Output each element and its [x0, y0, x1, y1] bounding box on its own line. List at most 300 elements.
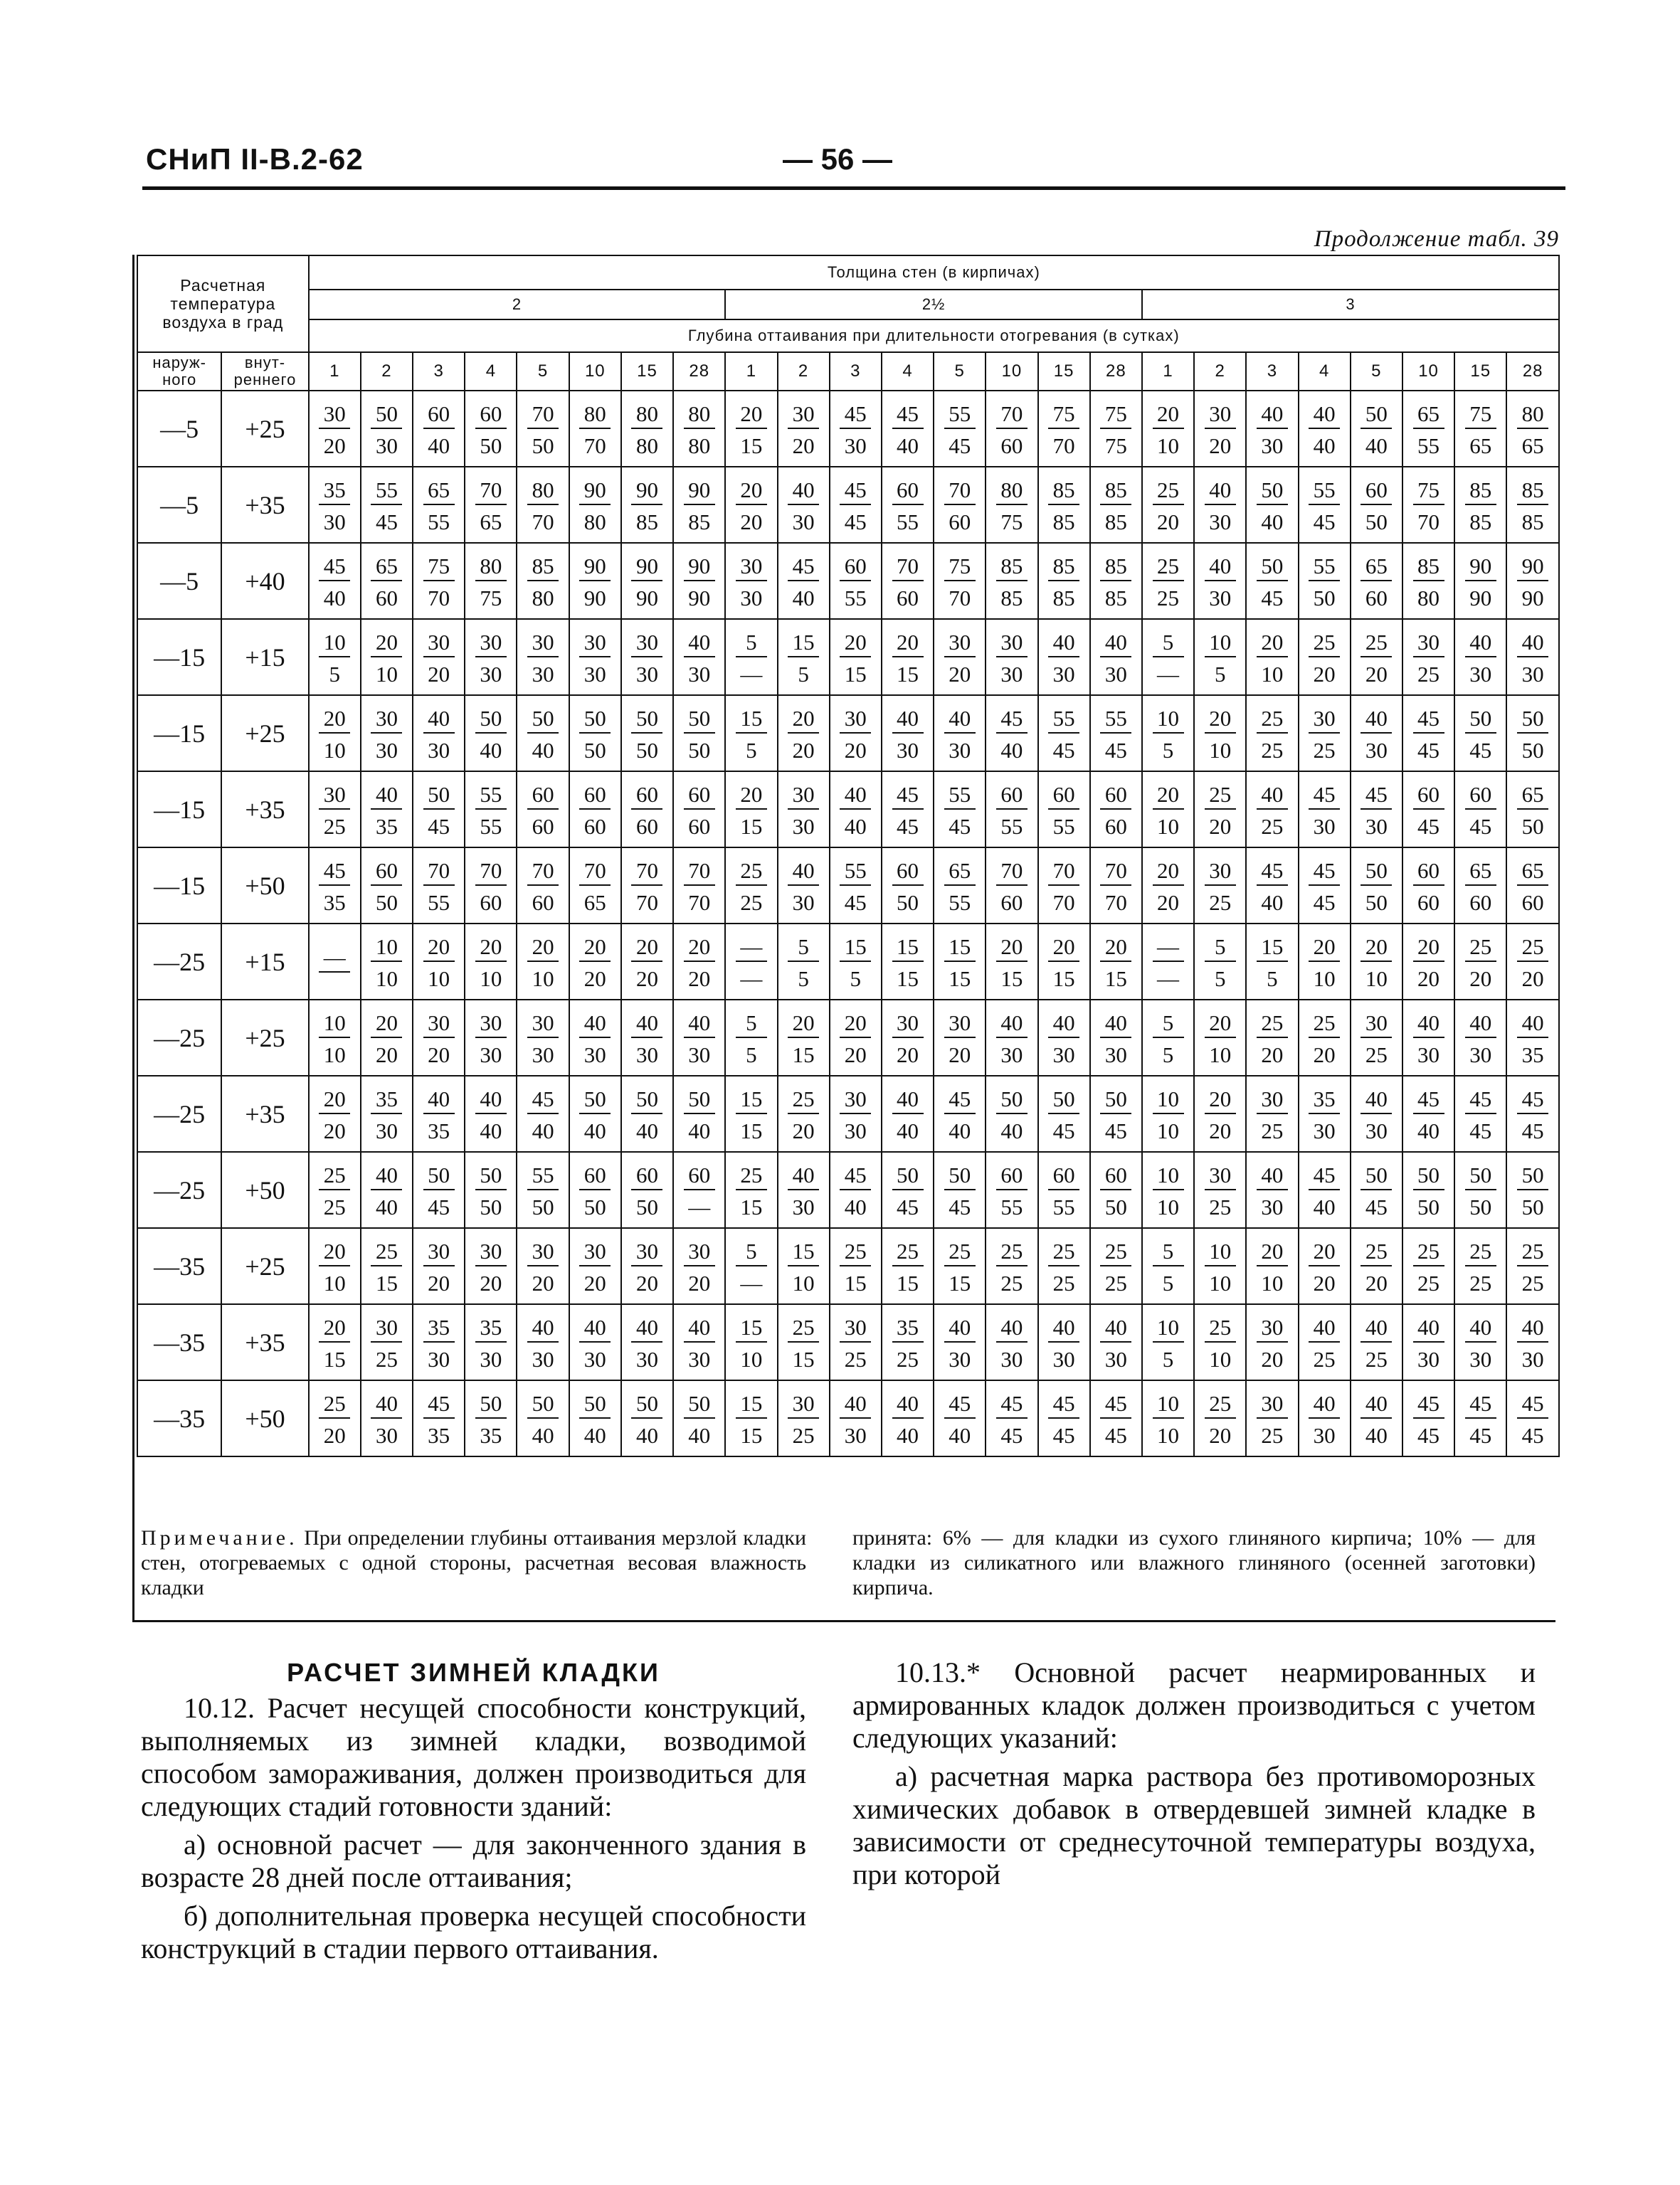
depth-numerator: 30: [631, 630, 662, 657]
depth-numerator: 40: [1205, 554, 1236, 581]
depth-numerator: 60: [1465, 782, 1496, 810]
depth-numerator: 40: [788, 858, 819, 886]
depth-denominator: 15: [897, 965, 919, 991]
inner-temperature-cell: +35: [221, 467, 308, 543]
depth-numerator: 65: [1517, 858, 1548, 886]
depth-numerator: 30: [371, 706, 402, 734]
depth-denominator: 30: [1261, 1194, 1284, 1220]
depth-denominator: 30: [323, 509, 346, 534]
depth-cell: [830, 543, 882, 619]
depth-denominator: 25: [323, 813, 346, 839]
depth-denominator: 20: [844, 737, 867, 763]
table-row: [137, 391, 1559, 467]
depth-cell: [1402, 467, 1454, 543]
depth-numerator: 40: [996, 1010, 1027, 1038]
depth-denominator: 50: [1313, 585, 1336, 610]
depth-cell: [621, 467, 673, 543]
depth-numerator: 5: [736, 1239, 767, 1266]
depth-numerator: 25: [788, 1315, 819, 1343]
depth-denominator: 50: [480, 1194, 502, 1220]
depth-denominator: 70: [1052, 433, 1075, 458]
depth-denominator: —: [688, 1194, 711, 1220]
inner-temperature-cell: +35: [221, 1304, 308, 1380]
depth-denominator: 40: [480, 1118, 502, 1143]
depth-cell: [934, 1304, 986, 1380]
depth-numerator: 60: [892, 858, 924, 886]
depth-denominator: 10: [1209, 1270, 1232, 1296]
depth-numerator: 50: [423, 782, 455, 810]
depth-denominator: 45: [1052, 1118, 1075, 1143]
depth-denominator: 45: [844, 509, 867, 534]
depth-denominator: 20: [323, 433, 346, 458]
outer-temperature-cell: —25: [137, 1000, 221, 1076]
depth-cell: [986, 924, 1037, 1000]
depth-cell: [1454, 771, 1506, 847]
depth-cell: [569, 543, 621, 619]
depth-denominator: 50: [1417, 1194, 1440, 1220]
day-header-cell: 10: [1402, 352, 1454, 391]
depth-numerator: 55: [1100, 706, 1131, 734]
depth-numerator: 40: [371, 782, 402, 810]
depth-denominator: 50: [480, 433, 502, 458]
depth-denominator: 45: [1313, 509, 1336, 534]
depth-denominator: —: [740, 661, 763, 687]
depth-cell: [1351, 1304, 1402, 1380]
depth-numerator: 60: [684, 1163, 715, 1190]
depth-numerator: 50: [1257, 554, 1288, 581]
depth-numerator: 70: [944, 477, 976, 505]
depth-cell: [517, 847, 569, 924]
depth-cell: [413, 543, 465, 619]
table-row: [137, 1152, 1559, 1228]
depth-denominator: 20: [1209, 813, 1232, 839]
depth-denominator: 40: [323, 585, 346, 610]
depth-numerator: 60: [423, 401, 455, 429]
depth-numerator: 45: [1257, 858, 1288, 886]
depth-cell: [1038, 391, 1090, 467]
outer-temperature-cell: —5: [137, 467, 221, 543]
depth-numerator: 60: [371, 858, 402, 886]
depth-denominator: 15: [897, 1270, 919, 1296]
depth-cell: [1090, 543, 1142, 619]
depth-denominator: 20: [635, 965, 658, 991]
depth-denominator: 50: [1469, 1194, 1492, 1220]
depth-cell: [1142, 1000, 1194, 1076]
depth-cell: [309, 1000, 361, 1076]
depth-cell: [309, 619, 361, 695]
depth-denominator: 5: [1162, 1346, 1174, 1372]
outer-temperature-cell: —5: [137, 543, 221, 619]
depth-cell: [986, 391, 1037, 467]
depth-numerator: —: [1153, 934, 1184, 962]
depth-numerator: 70: [892, 554, 924, 581]
depth-denominator: 30: [1000, 661, 1023, 687]
depth-numerator: 40: [1100, 1010, 1131, 1038]
depth-denominator: 20: [1521, 965, 1544, 991]
depth-denominator: 80: [688, 433, 711, 458]
depth-numerator: 20: [840, 1010, 871, 1038]
depth-denominator: 40: [844, 1194, 867, 1220]
depth-cell: [1402, 543, 1454, 619]
depth-denominator: 20: [792, 1118, 815, 1143]
depth-denominator: 15: [740, 813, 763, 839]
outer-temp-header: наруж-ного: [137, 352, 221, 391]
depth-cell: [934, 467, 986, 543]
inner-temperature-cell: +25: [221, 391, 308, 467]
depth-cell: [1142, 924, 1194, 1000]
day-header-cell: 3: [413, 352, 465, 391]
depth-numerator: 55: [1309, 554, 1340, 581]
depth-denominator: 25: [1365, 1042, 1388, 1067]
inner-temperature-cell: +35: [221, 1076, 308, 1152]
depth-numerator: 20: [319, 1315, 350, 1343]
depth-numerator: 30: [1205, 1163, 1236, 1190]
group-header-3: 3: [1142, 290, 1559, 319]
depth-numerator: 55: [371, 477, 402, 505]
depth-cell: [778, 1152, 830, 1228]
depth-cell: [725, 1152, 777, 1228]
depth-numerator: 40: [1257, 782, 1288, 810]
depth-cell: [882, 543, 934, 619]
depth-denominator: 40: [688, 1422, 711, 1448]
depth-numerator: 5: [736, 630, 767, 657]
depth-denominator: 85: [1104, 509, 1127, 534]
depth-denominator: 30: [428, 1346, 450, 1372]
depth-cell: [986, 847, 1037, 924]
depth-cell: [830, 695, 882, 771]
text-column-left: [141, 1656, 806, 1971]
depth-denominator: 30: [1209, 509, 1232, 534]
depth-denominator: 20: [688, 965, 711, 991]
depth-denominator: 15: [323, 1346, 346, 1372]
depth-cell: [569, 1000, 621, 1076]
depth-denominator: 20: [792, 433, 815, 458]
depth-denominator: 50: [1521, 813, 1544, 839]
depth-cell: [1506, 771, 1559, 847]
depth-cell: [673, 1000, 725, 1076]
depth-cell: [725, 1000, 777, 1076]
depth-cell: [1194, 1076, 1246, 1152]
table-row: [137, 1304, 1559, 1380]
depth-cell: [778, 1304, 830, 1380]
depth-denominator: 60: [1417, 889, 1440, 915]
depth-cell: [673, 1228, 725, 1304]
depth-denominator: 70: [532, 509, 554, 534]
depth-cell: [309, 1152, 361, 1228]
depth-numerator: 25: [1205, 782, 1236, 810]
depth-numerator: 40: [1100, 1315, 1131, 1343]
depth-cell: [882, 695, 934, 771]
depth-cell: [517, 1076, 569, 1152]
depth-cell: [1246, 619, 1298, 695]
depth-cell: [465, 391, 517, 467]
depth-numerator: 35: [423, 1315, 455, 1343]
depth-cell: [778, 619, 830, 695]
depth-numerator: 25: [319, 1163, 350, 1190]
depth-numerator: 30: [1257, 1391, 1288, 1419]
depth-denominator: 30: [375, 433, 398, 458]
depth-denominator: 20: [323, 1422, 346, 1448]
depth-denominator: 10: [792, 1270, 815, 1296]
depth-denominator: 70: [1104, 889, 1127, 915]
depth-numerator: 40: [944, 1315, 976, 1343]
depth-numerator: 20: [684, 934, 715, 962]
depth-denominator: 20: [897, 1042, 919, 1067]
depth-denominator: 50: [1521, 1194, 1544, 1220]
depth-cell: [778, 1076, 830, 1152]
depth-denominator: 25: [1261, 1118, 1284, 1143]
depth-numerator: 35: [892, 1315, 924, 1343]
depth-cell: [569, 1228, 621, 1304]
depth-denominator: 40: [1365, 433, 1388, 458]
depth-denominator: 40: [375, 1194, 398, 1220]
depth-cell: [1351, 543, 1402, 619]
depth-cell: [1299, 391, 1351, 467]
depth-cell: [1038, 771, 1090, 847]
depth-denominator: 10: [1157, 1422, 1180, 1448]
depth-cell: [517, 1228, 569, 1304]
depth-numerator: 60: [579, 1163, 611, 1190]
depth-numerator: 85: [1465, 477, 1496, 505]
depth-denominator: 50: [1365, 509, 1388, 534]
depth-numerator: 60: [579, 782, 611, 810]
depth-denominator: 20: [428, 1042, 450, 1067]
depth-denominator: 60: [1000, 889, 1023, 915]
depth-cell: [1246, 847, 1298, 924]
depth-denominator: 20: [428, 1270, 450, 1296]
depth-cell: [1506, 467, 1559, 543]
depth-denominator: 90: [688, 585, 711, 610]
depth-denominator: 40: [428, 433, 450, 458]
depth-cell: [934, 1076, 986, 1152]
depth-cell: [361, 1152, 413, 1228]
thaw-depth-table: [137, 255, 1560, 1457]
depth-denominator: 5: [329, 661, 341, 687]
depth-denominator: 10: [1365, 965, 1388, 991]
depth-numerator: 50: [1361, 858, 1392, 886]
depth-numerator: 75: [1100, 401, 1131, 429]
depth-numerator: 25: [1413, 1239, 1444, 1266]
depth-numerator: 30: [423, 1239, 455, 1266]
depth-denominator: 25: [1209, 889, 1232, 915]
depth-numerator: 40: [1361, 1086, 1392, 1114]
depth-numerator: 70: [423, 858, 455, 886]
depth-denominator: 75: [1104, 433, 1127, 458]
depth-denominator: 30: [1000, 1042, 1023, 1067]
depth-denominator: 20: [323, 1118, 346, 1143]
depth-cell: [1090, 619, 1142, 695]
depth-numerator: 45: [319, 858, 350, 886]
depth-numerator: 5: [736, 1010, 767, 1038]
depth-numerator: 45: [423, 1391, 455, 1419]
depth-denominator: 40: [635, 1422, 658, 1448]
depth-numerator: 30: [944, 1010, 976, 1038]
depth-denominator: 45: [1469, 813, 1492, 839]
depth-denominator: 45: [1469, 737, 1492, 763]
inner-temperature-cell: +15: [221, 924, 308, 1000]
depth-denominator: 45: [949, 433, 971, 458]
depth-denominator: 30: [688, 661, 711, 687]
inner-temperature-cell: +25: [221, 1000, 308, 1076]
depth-cell: [1246, 771, 1298, 847]
table-row: [137, 1380, 1559, 1456]
depth-denominator: 70: [635, 889, 658, 915]
depth-cell: [1454, 1304, 1506, 1380]
depth-denominator: 25: [1313, 737, 1336, 763]
depth-denominator: 40: [1313, 1194, 1336, 1220]
day-header-cell: 15: [1038, 352, 1090, 391]
depth-denominator: 50: [375, 889, 398, 915]
depth-numerator: 90: [1465, 554, 1496, 581]
depth-cell: [725, 695, 777, 771]
depth-numerator: 10: [1205, 630, 1236, 657]
depth-numerator: 85: [996, 554, 1027, 581]
depth-cell: [309, 467, 361, 543]
depth-numerator: 75: [1413, 477, 1444, 505]
depth-numerator: 20: [1205, 1086, 1236, 1114]
depth-denominator: 10: [323, 737, 346, 763]
inner-temp-header: внут-реннего: [221, 352, 308, 391]
depth-cell: [830, 1304, 882, 1380]
depth-cell: [1246, 924, 1298, 1000]
depth-cell: [1038, 619, 1090, 695]
depth-numerator: 70: [996, 401, 1027, 429]
depth-cell: [1402, 1152, 1454, 1228]
depth-denominator: 20: [1417, 965, 1440, 991]
depth-numerator: 50: [475, 706, 507, 734]
depth-cell: [309, 1076, 361, 1152]
depth-denominator: 85: [1104, 585, 1127, 610]
day-header-cell: 15: [1454, 352, 1506, 391]
depth-numerator: 25: [1100, 1239, 1131, 1266]
depth-denominator: 35: [428, 1422, 450, 1448]
depth-numerator: 65: [944, 858, 976, 886]
inner-temperature-cell: +50: [221, 1152, 308, 1228]
item-b-additional-check: б) дополнительная проверка несущей способности конструкций в стадии первого оттаивания.: [141, 1900, 806, 1964]
depth-cell: [1090, 1380, 1142, 1456]
depth-cell: [1246, 1152, 1298, 1228]
depth-denominator: 55: [897, 509, 919, 534]
depth-cell: [934, 1000, 986, 1076]
depth-numerator: 35: [475, 1315, 507, 1343]
depth-numerator: 30: [527, 1010, 559, 1038]
depth-cell: [1090, 1304, 1142, 1380]
depth-numerator: 80: [579, 401, 611, 429]
depth-numerator: 30: [788, 401, 819, 429]
depth-denominator: 40: [1261, 889, 1284, 915]
day-header-cell: 1: [1142, 352, 1194, 391]
depth-numerator: 5: [1205, 934, 1236, 962]
depth-cell: [1142, 619, 1194, 695]
depth-denominator: 25: [1417, 661, 1440, 687]
depth-denominator: 45: [428, 1194, 450, 1220]
thaw-depth-table-wrap: [137, 255, 1560, 1457]
inner-temperature-cell: +40: [221, 543, 308, 619]
depth-cell: [1506, 619, 1559, 695]
depth-denominator: 30: [480, 1346, 502, 1372]
depth-cell: [986, 1228, 1037, 1304]
depth-numerator: 45: [1048, 1391, 1079, 1419]
depth-denominator: 55: [1052, 813, 1075, 839]
depth-numerator: 20: [1309, 934, 1340, 962]
depth-cell: [778, 1380, 830, 1456]
depth-numerator: 20: [371, 1010, 402, 1038]
depth-denominator: 5: [1162, 1270, 1174, 1296]
depth-denominator: 45: [949, 1194, 971, 1220]
depth-denominator: 45: [1365, 1194, 1388, 1220]
depth-numerator: 20: [1257, 1239, 1288, 1266]
depth-denominator: 45: [1261, 585, 1284, 610]
depth-cell: [830, 1076, 882, 1152]
depth-numerator: 30: [736, 554, 767, 581]
depth-denominator: 55: [428, 509, 450, 534]
depth-cell: [569, 847, 621, 924]
depth-numerator: 5: [1153, 630, 1184, 657]
depth-denominator: 25: [1052, 1270, 1075, 1296]
depth-denominator: 30: [375, 737, 398, 763]
depth-denominator: 30: [532, 661, 554, 687]
depth-denominator: 40: [688, 1118, 711, 1143]
depth-cell: [1299, 1076, 1351, 1152]
depth-denominator: 90: [635, 585, 658, 610]
depth-numerator: 55: [527, 1163, 559, 1190]
depth-cell: [1090, 467, 1142, 543]
depth-numerator: 30: [527, 1239, 559, 1266]
depth-denominator: 15: [1000, 965, 1023, 991]
depth-denominator: 30: [792, 509, 815, 534]
depth-numerator: 50: [1465, 706, 1496, 734]
temperature-header: Расчетная температура воздуха в град: [137, 255, 309, 352]
depth-cell: [1090, 771, 1142, 847]
depth-numerator: 50: [423, 1163, 455, 1190]
depth-denominator: 50: [635, 737, 658, 763]
depth-numerator: 85: [1048, 477, 1079, 505]
depth-numerator: 45: [1413, 1391, 1444, 1419]
day-header-cell: 4: [465, 352, 517, 391]
depth-cell: [1090, 924, 1142, 1000]
depth-cell: [1038, 924, 1090, 1000]
depth-numerator: 10: [1153, 1163, 1184, 1190]
depth-numerator: 45: [1413, 706, 1444, 734]
depth-numerator: 45: [1361, 782, 1392, 810]
depth-numerator: 30: [1361, 1010, 1392, 1038]
depth-cell: [1038, 1152, 1090, 1228]
depth-numerator: 25: [1309, 630, 1340, 657]
depth-numerator: 50: [1517, 1163, 1548, 1190]
depth-numerator: —: [319, 945, 350, 973]
depth-cell: [1402, 771, 1454, 847]
depth-denominator: 30: [583, 1042, 606, 1067]
depth-cell: [621, 619, 673, 695]
depth-numerator: 60: [1413, 782, 1444, 810]
depth-numerator: 60: [996, 1163, 1027, 1190]
depth-numerator: 80: [527, 477, 559, 505]
depth-cell: [465, 1076, 517, 1152]
depth-numerator: 45: [892, 401, 924, 429]
depth-cell: [1246, 695, 1298, 771]
depth-cell: [1194, 1152, 1246, 1228]
depth-cell: [361, 1228, 413, 1304]
depth-cell: [1402, 1380, 1454, 1456]
depth-numerator: 50: [1465, 1163, 1496, 1190]
depth-denominator: —: [1157, 661, 1180, 687]
depth-numerator: 20: [1048, 934, 1079, 962]
depth-numerator: 45: [319, 554, 350, 581]
depth-numerator: 30: [579, 1239, 611, 1266]
depth-denominator: 25: [323, 1194, 346, 1220]
depth-cell: [1351, 924, 1402, 1000]
depth-denominator: 5: [746, 737, 757, 763]
